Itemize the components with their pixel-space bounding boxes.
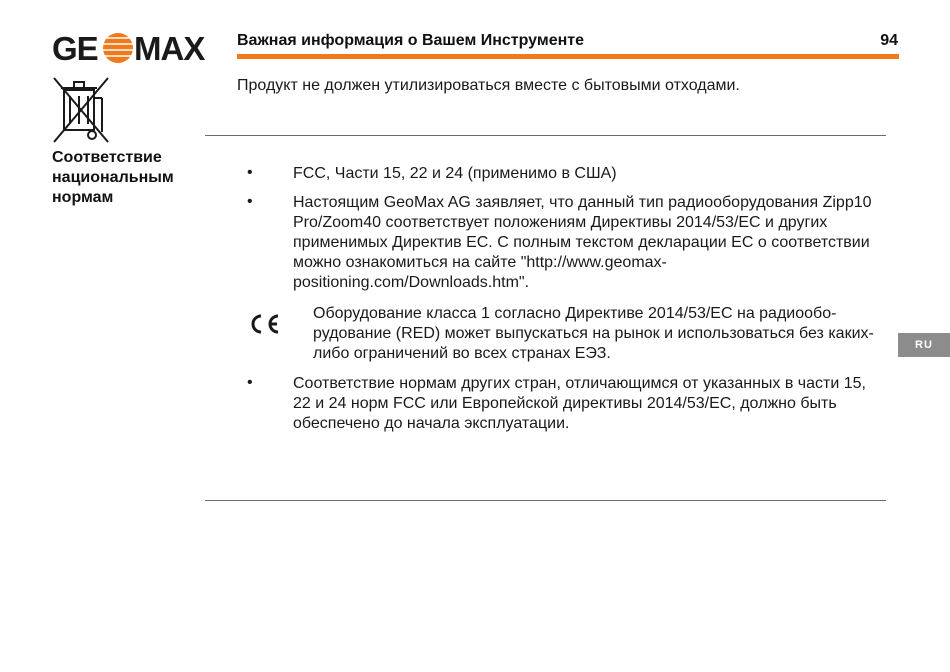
section-divider-top [205,135,886,136]
page-number: 94 [880,32,898,49]
ce-mark-icon [247,313,281,335]
bullet-marker: • [247,164,253,181]
section-title: Соответствие национальным нормам [52,149,174,206]
language-tab-ru[interactable]: RU [898,333,950,357]
geomax-logo [52,28,218,68]
svg-text:GE: GE [52,30,98,67]
bullet-marker: • [247,193,253,210]
header-accent-rule [237,54,899,59]
disposal-notice: Продукт не должен утилизироваться вместе с бытовыми отходами. [237,77,740,94]
bullet-marker: • [247,374,253,391]
crossed-out-bin-icon [52,76,110,144]
page-header-title: Важная информация о Вашем Инструменте [237,32,584,49]
section-divider-bottom [205,500,886,501]
bullet-item-declaration: Настоящим GeoMax AG заявляет, что данный тип радиооборудования Zipp10 Pro/Zoom40 соответствует положениям Директивы 2014/53/EC и других применимых Директив ЕС. С полным текстом декларации ЕС о соответствии можно ознакомиться на сайте "http://www.geomax-positioning.com/Downloads.htm". [293,194,872,291]
bullet-item-other-countries: Соответствие нормам других стран, отличающимся от указанных в части 15, 22 и 24 норм FCC или Европейской директивы 2014/53/EC, должно быть обеспечено до начала эксплуатации. [293,375,866,432]
svg-text:MAX: MAX [134,30,205,67]
bullet-item-fcc: FCC, Части 15, 22 и 24 (применимо в США) [293,165,617,182]
ce-compliance-text: Оборудование класса 1 согласно Директиве 2014/53/EC на радиообо-рудование (RED) может выпускаться на рынок и использоваться без каких-либо ограничений во всех странах ЕЭЗ. [313,305,874,362]
